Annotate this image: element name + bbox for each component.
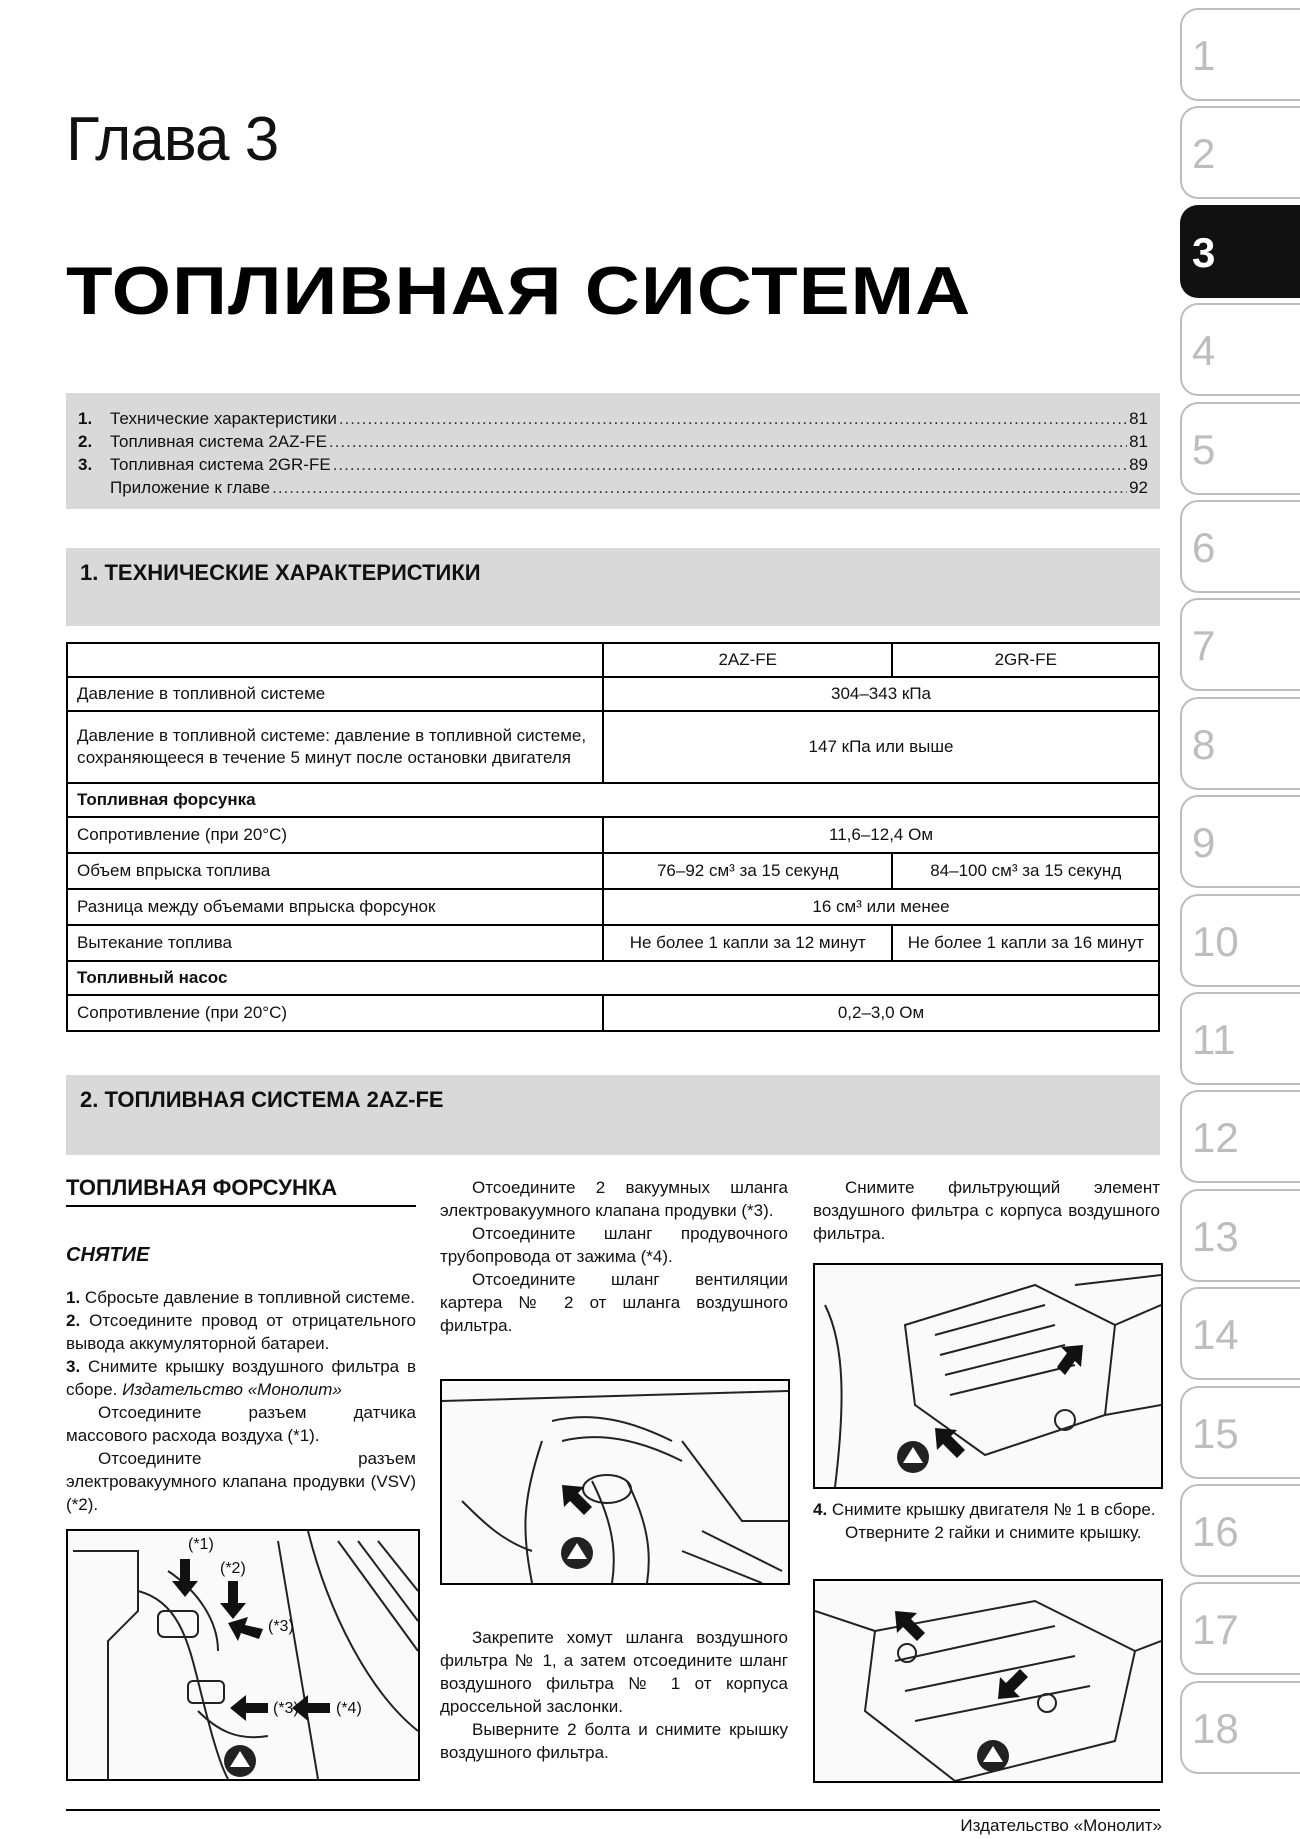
paragraph: Отверните 2 гайки и снимите крышку. (845, 1523, 1142, 1542)
column-3-text (813, 1176, 1160, 1245)
paragraph: Отсоедините 2 вакуумных шланга электровакуумного клапана продувки (*3). (440, 1178, 788, 1220)
tab-number: 3 (1192, 229, 1216, 276)
table-group-row (67, 783, 1159, 817)
table-header-2az: 2AZ-FE (603, 643, 892, 677)
toc-item[interactable] (78, 430, 1148, 453)
step-1 (66, 1286, 416, 1309)
tab-number: 12 (1192, 1114, 1239, 1161)
column-1-text (66, 1286, 416, 1516)
paragraph: Отсоедините шланг продувочного трубопровода от зажима (*4). (440, 1224, 788, 1266)
chapter-tab-5[interactable] (1180, 402, 1300, 495)
toc-dots (272, 478, 1127, 498)
step-number: 3. (66, 1357, 81, 1376)
toc-num: 3. (78, 454, 93, 474)
tab-number: 8 (1192, 721, 1216, 768)
toc-dots (339, 409, 1127, 429)
chapter-tab-11[interactable] (1180, 992, 1300, 1085)
table-cell: 16 см³ или менее (603, 889, 1159, 925)
figure-label: (*3) (273, 1700, 299, 1717)
paragraph: Выверните 2 болта и снимите крышку воздушного фильтра. (440, 1720, 788, 1762)
table-cell: Давление в топливной системе: давление в топливной системе, сохраняющееся в течение 5 минут после остановки двигателя (67, 711, 603, 783)
tab-number: 18 (1192, 1705, 1239, 1752)
figure-label: (*3) (268, 1618, 294, 1635)
step-4 (813, 1498, 1160, 1521)
table-header-2gr: 2GR-FE (892, 643, 1159, 677)
figure-air-filter-hose (440, 1379, 790, 1585)
section-header-2az (66, 1075, 1160, 1155)
footer-publisher: Издательство «Монолит» (960, 1816, 1162, 1835)
toc-num: 2. (78, 431, 93, 451)
chapter-tab-1[interactable] (1180, 8, 1300, 101)
step-text: Отсоедините провод от отрицательного вывода аккумуляторной батареи. (66, 1311, 416, 1353)
paragraph: Закрепите хомут шланга воздушного фильтра № 1, а затем отсоедините шланг воздушного фильтра № 1 от корпуса дроссельной заслонки. (440, 1628, 788, 1716)
table-cell: 11,6–12,4 Ом (603, 817, 1159, 853)
figure-label: (*2) (220, 1560, 246, 1577)
table-cell: 76–92 см³ за 15 секунд (603, 853, 892, 889)
paragraph: Отсоедините разъем электровакуумного клапана продувки (VSV) (*2). (66, 1449, 416, 1514)
figure-label: (*4) (336, 1700, 362, 1717)
table-cell: 0,2–3,0 Ом (603, 995, 1159, 1031)
tab-number: 7 (1192, 622, 1216, 669)
table-row (67, 995, 1159, 1031)
table-group-row (67, 961, 1159, 995)
tab-number: 1 (1192, 32, 1216, 79)
column-3-text-lower (813, 1498, 1160, 1544)
table-cell: Не более 1 капли за 16 минут (892, 925, 1159, 961)
toc-page: 89 (1129, 454, 1148, 474)
table-cell: Не более 1 капли за 12 минут (603, 925, 892, 961)
toc-label: Приложение к главе (110, 477, 271, 497)
figure-label: (*1) (188, 1536, 214, 1553)
chapter-tab-6[interactable] (1180, 500, 1300, 593)
subsection-title: ТОПЛИВНАЯ ФОРСУНКА (66, 1175, 338, 1200)
chapter-tab-2[interactable] (1180, 106, 1300, 199)
step-text: Сбросьте давление в топливной системе. (84, 1288, 416, 1307)
toc-item[interactable] (78, 407, 1148, 430)
table-cell: 84–100 см³ за 15 секунд (892, 853, 1159, 889)
step-number: 4. (813, 1500, 828, 1519)
table-row (67, 889, 1159, 925)
chapter-tab-13[interactable] (1180, 1189, 1300, 1282)
chapter-label: Глава 3 (66, 105, 279, 174)
table-row (67, 853, 1159, 889)
figure-engine-cover (813, 1579, 1163, 1783)
step-number: 2. (66, 1311, 81, 1330)
toc-label: Топливная система 2AZ-FE (110, 431, 327, 451)
table-cell: 304–343 кПа (603, 677, 1159, 711)
chapter-tab-15[interactable] (1180, 1386, 1300, 1479)
specs-table (66, 642, 1160, 1032)
toc-page: 92 (1129, 477, 1148, 497)
tab-number: 5 (1192, 426, 1216, 473)
section-header-specs (66, 548, 1160, 626)
footer-rule (66, 1809, 1160, 1811)
table-cell: Сопротивление (при 20°C) (67, 817, 603, 853)
tab-number: 13 (1192, 1213, 1239, 1260)
tab-number: 10 (1192, 918, 1239, 965)
paragraph: Отсоедините шланг вентиляции картера № 2 от шланга воздушного фильтра. (440, 1270, 788, 1335)
table-cell (67, 643, 603, 677)
table-row (67, 925, 1159, 961)
chapter-tab-8[interactable] (1180, 697, 1300, 790)
tab-number: 6 (1192, 524, 1216, 571)
column-2-text-lower (440, 1626, 788, 1764)
toc-page: 81 (1129, 431, 1148, 451)
table-cell: Сопротивление (при 20°C) (67, 995, 603, 1031)
section-title: 2. ТОПЛИВНАЯ СИСТЕМА 2AZ-FE (80, 1087, 444, 1112)
toc-item[interactable] (78, 476, 1148, 499)
chapter-title: ТОПЛИВНАЯ СИСТЕМА (66, 253, 972, 329)
chapter-tab-18[interactable] (1180, 1681, 1300, 1774)
chapter-tab-17[interactable] (1180, 1582, 1300, 1675)
tab-number: 15 (1192, 1410, 1239, 1457)
chapter-tab-10[interactable] (1180, 894, 1300, 987)
column-2-text (440, 1176, 788, 1337)
toc-dots (333, 455, 1127, 475)
table-cell: Разница между объемами впрыска форсунок (67, 889, 603, 925)
tab-number: 2 (1192, 130, 1216, 177)
chapter-tab-4[interactable] (1180, 303, 1300, 396)
paragraph: Снимите фильтрующий элемент воздушного фильтра с корпуса воздушного фильтра. (813, 1178, 1160, 1243)
step-text: Снимите крышку двигателя № 1 в сборе. (831, 1500, 1156, 1519)
step-text: Снимите крышку воздушного фильтра в сборе. (66, 1357, 416, 1399)
publisher-note: Издательство «Монолит» (122, 1380, 342, 1399)
tab-number: 4 (1192, 327, 1216, 374)
table-row (67, 677, 1159, 711)
chapter-tab-12[interactable] (1180, 1090, 1300, 1183)
tab-number: 14 (1192, 1311, 1239, 1358)
table-cell: Вытекание топлива (67, 925, 603, 961)
chapter-tab-16[interactable] (1180, 1484, 1300, 1577)
step-number: 1. (66, 1288, 81, 1307)
table-row (67, 817, 1159, 853)
table-group-label: Топливная форсунка (67, 783, 1159, 817)
paragraph: Отсоедините разъем датчика массового расхода воздуха (*1). (66, 1403, 416, 1445)
table-cell: 147 кПа или выше (603, 711, 1159, 783)
toc-label: Топливная система 2GR-FE (110, 454, 331, 474)
tab-number: 9 (1192, 819, 1216, 866)
chapter-tab-3-active[interactable] (1180, 205, 1300, 298)
toc-label: Технические характеристики (110, 408, 337, 428)
removal-heading: СНЯТИЕ (66, 1244, 150, 1266)
section-title: 1. ТЕХНИЧЕСКИЕ ХАРАКТЕРИСТИКИ (80, 560, 481, 585)
step-3 (66, 1355, 416, 1401)
table-header-row (67, 643, 1159, 677)
table-row (67, 711, 1159, 783)
table-cell: Объем впрыска топлива (67, 853, 603, 889)
tab-number: 17 (1192, 1606, 1239, 1653)
subsection-rule (66, 1205, 416, 1207)
toc-dots (329, 432, 1127, 452)
toc-page: 81 (1129, 408, 1148, 428)
table-group-label: Топливный насос (67, 961, 1159, 995)
step-2 (66, 1309, 416, 1355)
tab-number: 16 (1192, 1508, 1239, 1555)
toc-item[interactable] (78, 453, 1148, 476)
chapter-tab-7[interactable] (1180, 598, 1300, 691)
chapter-tab-9[interactable] (1180, 795, 1300, 888)
toc-num: 1. (78, 408, 93, 428)
figure-air-filter-element (813, 1263, 1163, 1489)
chapter-tab-14[interactable] (1180, 1287, 1300, 1380)
table-cell: Давление в топливной системе (67, 677, 603, 711)
table-of-contents (66, 393, 1160, 509)
figure-injector-connectors (66, 1529, 420, 1781)
tab-number: 11 (1192, 1016, 1236, 1063)
